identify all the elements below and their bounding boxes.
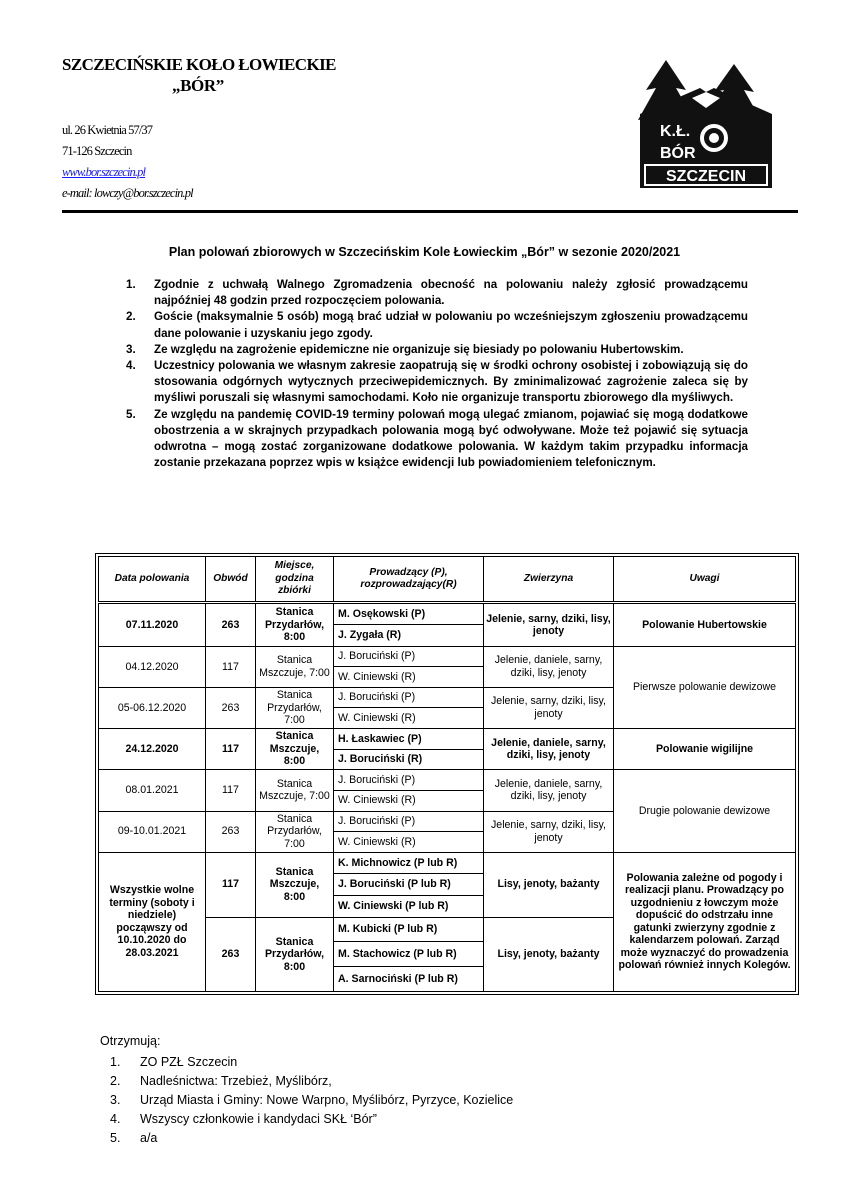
rule-item: 2. Goście (maksymalnie 5 osób) mogą brać udział w polowaniu po wcześniejszym zgłoszeniu prowadzącemu dane polowanie i uzyskaniu jego zgody. xyxy=(126,310,748,340)
list-item: 4. Wszyscy członkowie i kandydaci SKŁ ‘Bór” xyxy=(110,1112,377,1126)
header-divider xyxy=(62,210,798,213)
list-item: 3. Urząd Miasta i Gminy: Nowe Warpno, Myślibórz, Pyrzyce, Kozielice xyxy=(110,1093,514,1107)
table-row: 04.12.2020 117 Stanica Mszczuje, 7:00 J. Boruciński (P) Jelenie, daniele, sarny, dziki, lisy, jenoty Pierwsze polowanie dewizowe xyxy=(99,646,796,667)
col-header-game: Zwierzyna xyxy=(484,557,614,603)
note-general: Polowania zależne od pogody i realizacji planu. Prowadzący po uzgodnieniu z łowczym może dopuścić do odstrzału inne gatunki zwierzyny zgodnie z kalendarzem polowań. Zarząd może wyznaczyć do prowadzenia polowań również innych Kolegów. xyxy=(614,852,796,991)
letterhead xyxy=(62,54,798,214)
rule-item: 3. Ze względu na zagrożenie epidemiczne nie organizuje się biesiady po polowaniu Hubertowskim. xyxy=(126,342,684,356)
col-header-place: Miejsce, godzina zbiórki xyxy=(256,557,334,603)
table-row: Wszystkie wolne terminy (soboty i niedziele) począwszy od 10.10.2020 do 28.03.2021 117 Stanica Mszczuje, 8:00 K. Michnowicz (P lub R) Lisy, jenoty, bażanty Polowania zależne od pogody i realizacji planu. Prowadzący po uzgodnieniu z łowczym może dopuścić do odstrzału inne gatunki zwierzyny zgodnie z kalendarzem polowań. Zarząd może wyznaczyć do prowadzenia polowań również innych Kolegów. xyxy=(99,852,796,874)
org-name: SZCZECIŃSKIE KOŁO ŁOWIECKIE xyxy=(62,55,336,74)
list-item: 2. Nadleśnictwa: Trzebież, Myślibórz, xyxy=(110,1074,332,1088)
table-row: 07.11.2020 263 Stanica Przydarłów, 8:00 M. Osękowski (P) Jelenie, sarny, dziki, lisy, jenoty Polowanie Hubertowskie xyxy=(99,603,796,625)
org-subname: „BÓR” xyxy=(172,76,224,95)
table-row: 24.12.2020 117 Stanica Mszczuje, 8:00 H. Łaskawiec (P) Jelenie, daniele, sarny, dziki, lisy, jenoty Polowanie wigilijne xyxy=(99,729,796,750)
logo-text-bottom: SZCZECIN xyxy=(666,168,746,185)
recipients-label: Otrzymują: xyxy=(100,1034,161,1048)
table-row: 263 Stanica Przydarłów, 8:00 M. Kubicki (P lub R) Lisy, jenoty, bażanty xyxy=(99,917,796,942)
rules-list xyxy=(122,277,748,471)
note-hubertowskie: Polowanie Hubertowskie xyxy=(614,603,796,646)
hunt-schedule-table: Data polowania Obwód Miejsce, godzina zbiórki Prowadzący (P), rozprowadzający(R) Zwierzyna Uwagi 07.11.2020 263 Stanica Przydarłów, 8:00 M. Osękowski (P) Jelenie, sarny, dziki, lisy, jenoty Polowanie Hubertowskie J. Zygała (R) 04.12.2020 117 Stanica Mszczuje, 7:00 J. Boruciński (P) Jelenie, daniele, sarny, dziki, lisy, jenoty Pierwsze polowanie dewizowe W. Ciniewski (R) 05-06.12.2020 263 Stanica Przydarłów, 7:00 J. Boruciński (P) Jelenie, sarny, dziki, lisy, jenoty W. Ciniewski (R) 24.12.2020 117 Stanica Mszczuje, 8:00 H. Łaskawiec (P) Jelenie, daniele, sarny, dziki, lisy, jenoty Polowanie wigilijne J. Boruciński (R) 08.01.2021 117 Stanica Mszczuje, 7:00 J. Boruciński (P) Jelenie, daniele, sarny, dziki, lisy, jenoty Drugie polowanie dewizowe W. Ciniewski (R) 09-10.01.2021 263 Stanica Przydarłów, 7:00 J. Boruciński (P) Jelenie, sarny, dziki, lisy, jenoty W. Ciniewski (R) Wszystkie wolne terminy (soboty i niedziele) począwszy od 10.10.2020 do 28.03.2021 117 Stanica Mszczuje, 8:00 K. Michnowicz (P lub R) Lisy, jenoty, bażanty Polowania zależne od pogody i realizacji planu. Prowadzący po uzgodnieniu z łowczym może dopuścić do odstrzału inne gatunki zwierzyny zgodnie z kalendarzem polowań. Zarząd może wyznaczyć do prowadzenia polowań również innych Kolegów. J. Boruciński (P lub R) W. Ciniewski (P lub R) 263 Stanica Przydarłów, 8:00 M. Kubicki (P lub R) Lisy, jenoty, bażanty M. Stachowicz (P lub R) A. Sarnociński (P lub R) xyxy=(95,553,799,995)
logo-text-mid: BÓR xyxy=(660,145,696,162)
free-dates-cell: Wszystkie wolne terminy (soboty i niedziele) począwszy od 10.10.2020 do 28.03.2021 xyxy=(99,852,206,991)
col-header-obwod: Obwód xyxy=(206,557,256,603)
rule-item: 1. Zgodnie z uchwałą Walnego Zgromadzenia obecność na polowaniu należy zgłosić prowadzącemu najpóźniej 48 godzin przed rozpoczęciem polowania. xyxy=(126,278,748,308)
rule-item: 5. Ze względu na pandemię COVID-19 terminy polowań mogą ulegać zmianom, pojawiać się mogą dodatkowe obostrzenia a w skrajnych przypadkach polowania mogą być odwoływane. Może też pojawić się sytuacja odwrotna – mogą zostać zorganizowane dodatkowe polowania. W każdym takim przypadku informacja zostanie przekazana poprzez wpis w książce ewidencji lub powiadomieniem telefonicznym. xyxy=(126,407,748,470)
recipients-block xyxy=(100,1032,513,1148)
list-item: 1. ZO PZŁ Szczecin xyxy=(110,1055,238,1069)
table-row: 08.01.2021 117 Stanica Mszczuje, 7:00 J. Boruciński (P) Jelenie, daniele, sarny, dziki, lisy, jenoty Drugie polowanie dewizowe xyxy=(99,770,796,791)
table-row: 09-10.01.2021 263 Stanica Przydarłów, 7:00 J. Boruciński (P) Jelenie, sarny, dziki, lisy, jenoty xyxy=(99,811,796,832)
rule-item: 4. Uczestnicy polowania we własnym zakresie zaopatrują się w środki ochrony osobistej i zobowiązują się do stosowania odgórnych wytycznych przeciwepidemicznych. By zminimalizować zagrożenie zaleca się by myśliwi poruszali się własnymi samochodami. Koło nie organizuje transportu zbiorowego dla myśliwych. xyxy=(126,359,748,405)
col-header-date: Data polowania xyxy=(99,557,206,603)
list-item: 5. a/a xyxy=(110,1131,158,1145)
city: 71-126 Szczecin xyxy=(62,144,132,158)
logo-text-top: K.Ł. xyxy=(660,123,691,140)
email: e-mail: lowczy@bor.szczecin.pl xyxy=(62,186,193,200)
table-row: 05-06.12.2020 263 Stanica Przydarłów, 7:00 J. Boruciński (P) Jelenie, sarny, dziki, lisy, jenoty xyxy=(99,687,796,708)
club-logo xyxy=(638,58,774,188)
note-dewizowe-1: Pierwsze polowanie dewizowe xyxy=(614,646,796,728)
website-link[interactable]: www.bor.szczecin.pl xyxy=(62,165,146,179)
street: ul. 26 Kwietnia 57/37 xyxy=(62,123,153,137)
col-header-leaders: Prowadzący (P), rozprowadzający(R) xyxy=(334,557,484,603)
note-dewizowe-2: Drugie polowanie dewizowe xyxy=(614,770,796,852)
document-title: Plan polowań zbiorowych w Szczecińskim Kole Łowieckim „Bór” w sezonie 2020/2021 xyxy=(168,245,681,259)
recipients-list xyxy=(100,1053,513,1148)
note-wigilijne: Polowanie wigilijne xyxy=(614,729,796,770)
table-header-row xyxy=(99,557,796,603)
col-header-notes: Uwagi xyxy=(614,557,796,603)
